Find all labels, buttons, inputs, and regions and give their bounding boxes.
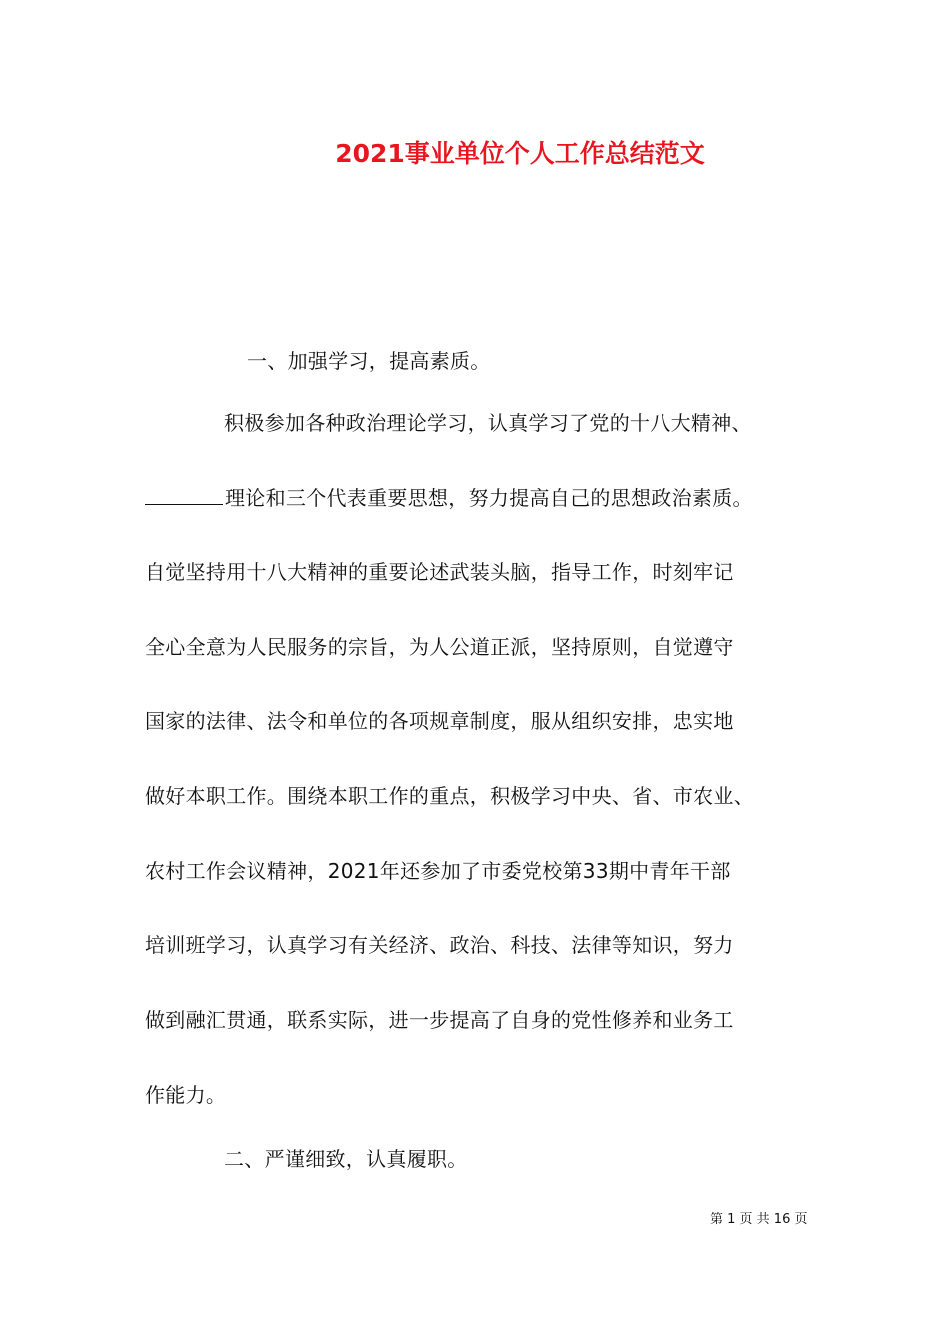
paragraph-line: 自觉坚持用十八大精神的重要论述武装头脑，指导工作，时刻牢记 [145, 560, 734, 584]
paragraph-line: 农村工作会议精神，2021年还参加了市委党校第33期中青年干部 [145, 859, 731, 883]
paragraph-line: 做到融汇贯通，联系实际，进一步提高了自身的党性修养和业务工 [145, 1008, 734, 1032]
paragraph-line: 做好本职工作。围绕本职工作的重点，积极学习中央、省、市农业、 [145, 784, 754, 808]
paragraph-line-text: 理论和三个代表重要思想，努力提高自己的思想政治素质。 [225, 486, 753, 510]
paragraph-line: 全心全意为人民服务的宗旨，为人公道正派，坚持原则，自觉遵守 [145, 635, 734, 659]
document-title: 2021事业单位个人工作总结范文 [335, 139, 705, 168]
fill-in-blank [145, 486, 223, 505]
page-number-footer: 第 1 页 共 16 页 [710, 1212, 808, 1227]
section-heading-2: 二、严谨细致，认真履职。 [224, 1147, 468, 1171]
paragraph-line-with-blank [145, 482, 753, 511]
paragraph-line: 国家的法律、法令和单位的各项规章制度，服从组织安排，忠实地 [145, 709, 734, 733]
section-heading-1: 一、加强学习，提高素质。 [247, 349, 491, 373]
paragraph-line: 作能力。 [145, 1083, 227, 1107]
paragraph-line: 积极参加各种政治理论学习，认真学习了党的十八大精神、 [224, 411, 752, 435]
paragraph-line: 培训班学习，认真学习有关经济、政治、科技、法律等知识，努力 [145, 933, 734, 957]
